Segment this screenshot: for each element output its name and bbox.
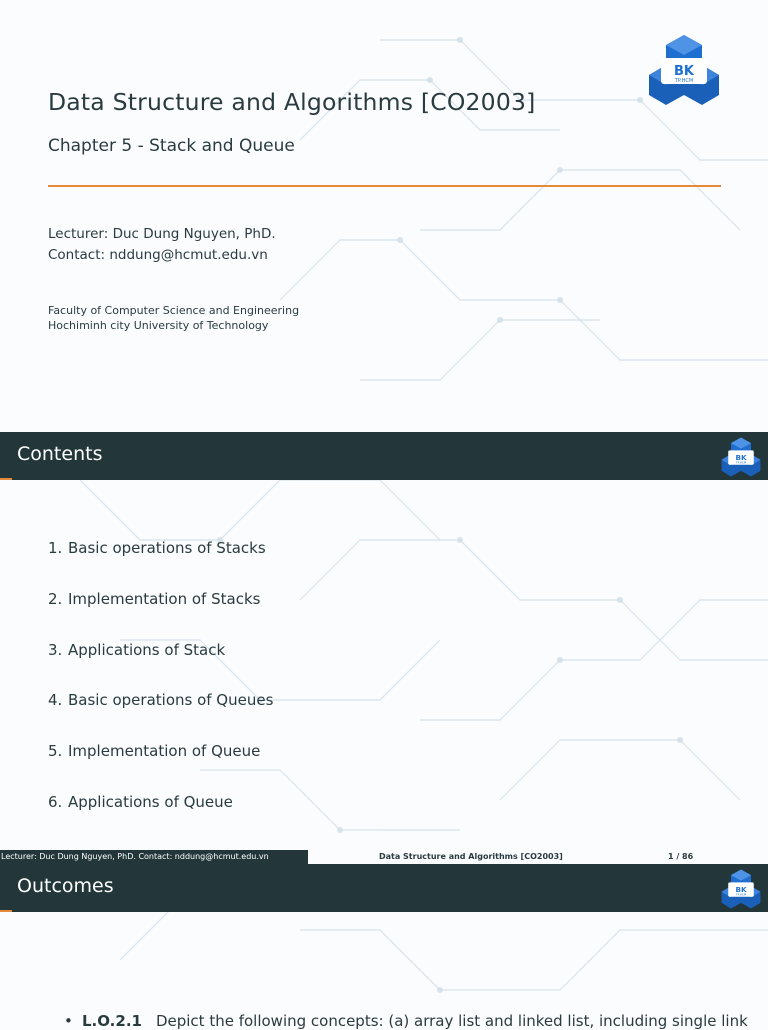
contents-item-label: Implementation of Stacks [68,589,261,608]
bullet-icon: • [64,1012,73,1030]
outcome-text: Depict the following concepts: (a) array list and linked list, including single link [155,1012,748,1030]
footer-course-title: Data Structure and Algorithms [CO2003] [379,852,563,861]
header-accent [0,478,12,480]
footer-page-number: 1 / 86 [668,852,694,861]
outcomes-header-bar [0,864,768,912]
contents-list [48,539,273,844]
svg-text:BK: BK [735,884,747,894]
slide-subtitle: Chapter 5 - Stack and Queue [48,136,295,156]
slide-title: Data Structure and Algorithms [CO2003] [48,88,536,116]
contents-heading: Contents [17,443,103,465]
university-text: Hochiminh city University of Technology [48,319,269,332]
svg-text:BK: BK [674,64,694,79]
svg-text:TP.HCM: TP.HCM [674,78,694,84]
contents-item-label: Basic operations of Stacks [68,539,266,557]
contact-text: Contact: nddung@hcmut.edu.vn [48,247,268,263]
outcomes-heading: Outcomes [17,875,114,897]
svg-text:TP.HCM: TP.HCM [735,460,747,465]
contents-item-label: Applications of Queue [68,792,233,811]
list-item[interactable]: 6. Applications of Queue [48,792,233,811]
contents-item-label: Implementation of Queue [68,742,261,761]
list-item[interactable]: 3. Applications of Stack [48,640,226,659]
svg-text:TP.HCM: TP.HCM [735,892,747,897]
lecturer-text: Lecturer: Duc Dung Nguyen, PhD. [48,226,276,242]
contents-item-label: Applications of Stack [68,640,226,659]
header-accent [0,910,12,912]
list-item[interactable]: 2. Implementation of Stacks [48,589,261,608]
bk-logo-icon [648,34,720,106]
svg-text:BK: BK [735,452,747,462]
contents-item-label: Basic operations of Queues [68,691,274,710]
title-divider [48,185,721,187]
contents-header-bar [0,432,768,480]
bk-logo-icon [721,437,761,477]
list-item[interactable]: 5. Implementation of Queue [48,742,261,761]
outcome-item [64,1012,748,1030]
list-item[interactable]: 4. Basic operations of Queues [48,691,274,710]
outcome-code: L.O.2.1 [82,1012,142,1030]
faculty-text: Faculty of Computer Science and Engineering [48,304,300,317]
bk-logo-icon [721,869,761,909]
slide-footer [0,850,768,864]
list-item[interactable]: 1. Basic operations of Stacks [48,539,266,557]
title-slide [0,0,768,432]
footer-author: Lecturer: Duc Dung Nguyen, PhD. Contact: nddung@hcmut.edu.vn [0,850,308,864]
